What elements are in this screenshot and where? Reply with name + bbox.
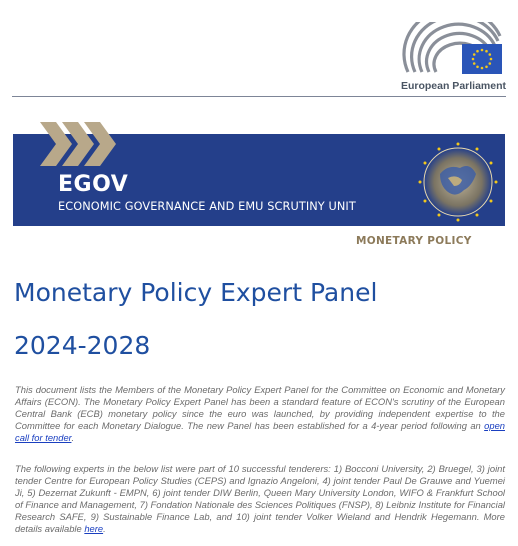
institution-name: European Parliament <box>400 80 506 92</box>
tenderers-paragraph <box>15 463 505 536</box>
more-details-link[interactable]: here <box>84 523 104 535</box>
tenderers-text: The following experts in the below list were part of 10 successful tenderers: 1) Bocconi University, 2) Bruegel, 3) joint tender Centre for European Policy Studies (CEPS) and Ignazio Angeloni, 4) joint tender Paul De Grauwe and Yuemei Ji, 5) Dezernat Zukunft - EMPN, 6) joint tender DIW Berlin, Queen Mary University London, WIFO & Frankfurt School of Finance and Management, 7) Fondation Nationale des Sciences Politiques (FNSP), 8) Leibniz Institute for Financial Research SAFE, 9) Sustainable Finance Lab, and 10) joint tender Volker Wieland and Hendrik Hegemann. More details available <box>15 463 505 535</box>
intro-paragraph <box>15 384 505 444</box>
unit-short-name: EGOV <box>58 172 129 197</box>
header-divider <box>12 96 506 97</box>
document-title: Monetary Policy Expert Panel <box>14 278 378 307</box>
unit-full-name: ECONOMIC GOVERNANCE AND EMU SCRUTINY UNIT <box>58 200 356 213</box>
europe-globe-stars-icon <box>410 134 505 226</box>
intro-text: This document lists the Members of the Monetary Policy Expert Panel for the Committee on Economic and Monetary Affairs (ECON). The Monetary Policy Expert Panel has been a standard feature of ECON's scrutiny of the European Central Bank (ECB) monetary policy since the euro was launched, by providing independent expertise to the Committee for each Monetary Dialogue. The new Panel has been established for a 4-year period following an <box>15 384 505 432</box>
category-label: MONETARY POLICY <box>356 235 472 247</box>
open-call-for-tender-link[interactable]: open call for tender <box>15 420 505 444</box>
intro-text-end: . <box>71 432 75 444</box>
chevron-arrows-icon <box>40 122 130 166</box>
european-parliament-hemicycle-icon <box>402 22 506 82</box>
document-period: 2024-2028 <box>14 331 151 360</box>
tenderers-text-end: . <box>103 523 106 535</box>
